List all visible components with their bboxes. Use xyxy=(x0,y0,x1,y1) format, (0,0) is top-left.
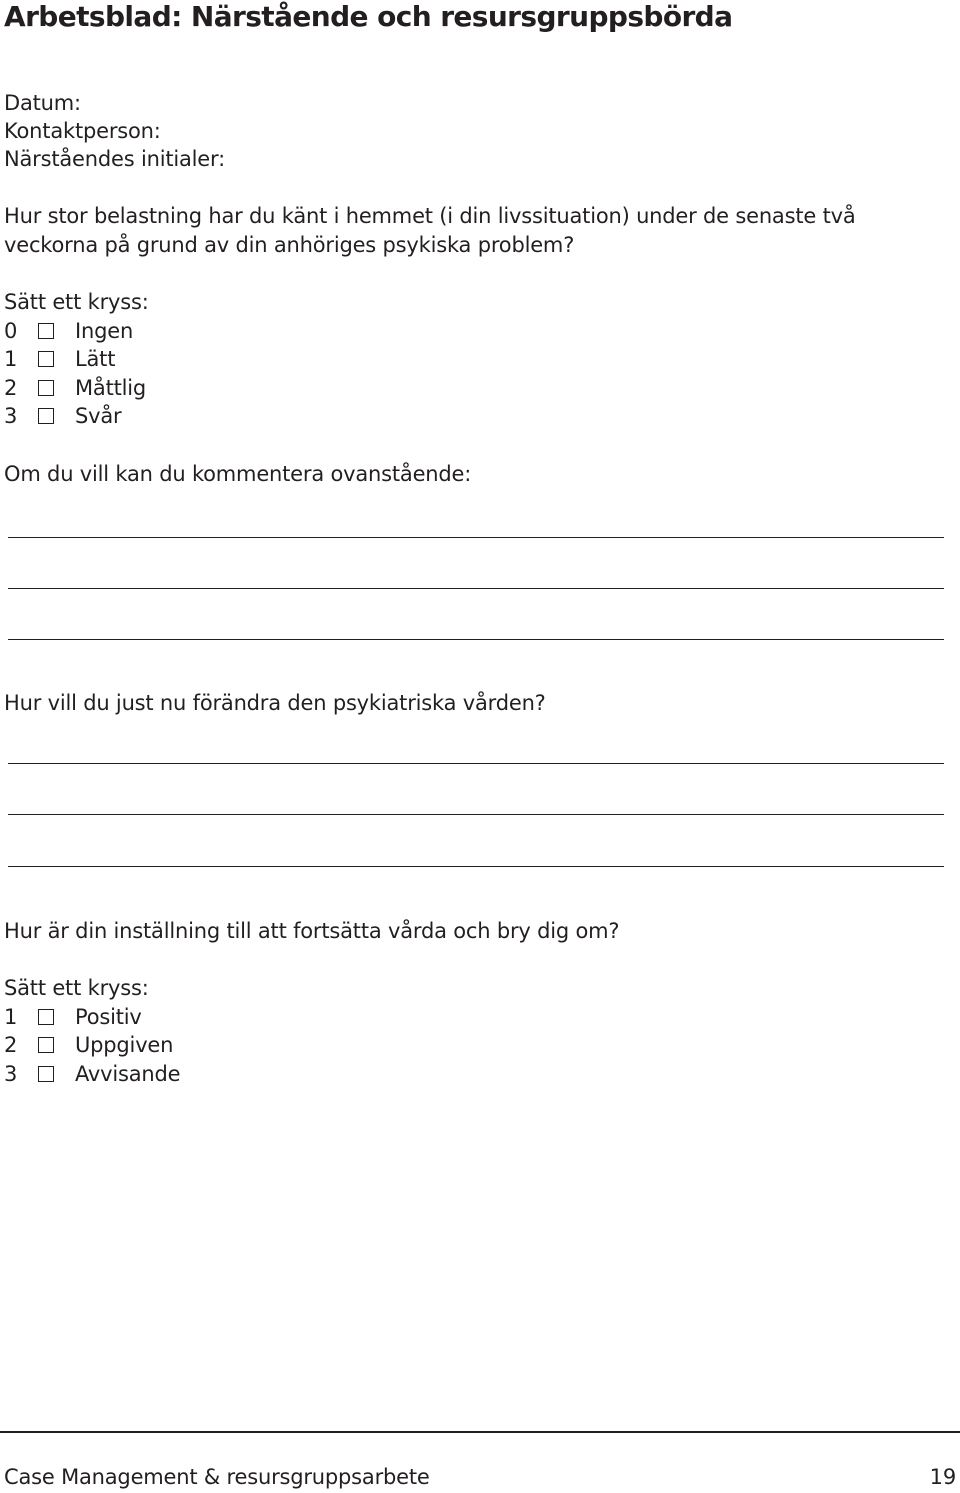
option-label: Svår xyxy=(75,404,122,428)
checkbox-icon[interactable] xyxy=(38,1066,54,1082)
relative-initials-label: Närståendes initialer: xyxy=(4,147,225,171)
option-label: Lätt xyxy=(75,347,116,371)
option-number: 2 xyxy=(4,1033,18,1057)
checkbox-icon[interactable] xyxy=(38,408,54,424)
date-label: Datum: xyxy=(4,91,81,115)
option-number: 3 xyxy=(4,404,18,428)
checkbox-icon[interactable] xyxy=(38,323,54,339)
question2-prompt: Hur vill du just nu förändra den psykiatriska vården? xyxy=(4,691,546,715)
checkbox-icon[interactable] xyxy=(38,1009,54,1025)
option-number: 2 xyxy=(4,376,18,400)
option-label: Avvisande xyxy=(75,1062,181,1086)
option-label: Ingen xyxy=(75,319,134,343)
checkbox-icon[interactable] xyxy=(38,380,54,396)
comment-answer-line-3[interactable] xyxy=(8,639,944,640)
checkbox-icon[interactable] xyxy=(38,1037,54,1053)
question2-answer-line-1[interactable] xyxy=(8,763,944,764)
option-number: 0 xyxy=(4,319,18,343)
question3-prompt: Hur är din inställning till att fortsätta vårda och bry dig om? xyxy=(4,919,620,943)
option-number: 1 xyxy=(4,1005,18,1029)
comment-answer-line-1[interactable] xyxy=(8,537,944,538)
question1-text-line2: veckorna på grund av din anhöriges psykiska problem? xyxy=(4,233,575,257)
option-label: Uppgiven xyxy=(75,1033,174,1057)
comment-prompt: Om du vill kan du kommentera ovanstående: xyxy=(4,462,472,486)
question1-instruction: Sätt ett kryss: xyxy=(4,290,149,314)
question1-text-line1: Hur stor belastning har du känt i hemmet (i din livssituation) under de senaste två xyxy=(4,204,856,228)
option-number: 3 xyxy=(4,1062,18,1086)
option-number: 1 xyxy=(4,347,18,371)
option-label: Positiv xyxy=(75,1005,142,1029)
question2-answer-line-3[interactable] xyxy=(8,866,944,867)
contact-person-label: Kontaktperson: xyxy=(4,119,161,143)
footer-text: Case Management & resursgruppsarbete xyxy=(4,1465,430,1489)
option-label: Måttlig xyxy=(75,376,147,400)
footer-divider xyxy=(0,1431,960,1433)
comment-answer-line-2[interactable] xyxy=(8,588,944,589)
page-number: 19 xyxy=(929,1465,956,1489)
question2-answer-line-2[interactable] xyxy=(8,814,944,815)
question3-instruction: Sätt ett kryss: xyxy=(4,976,149,1000)
page-title: Arbetsblad: Närstående och resursgruppsbörda xyxy=(4,0,733,33)
checkbox-icon[interactable] xyxy=(38,351,54,367)
